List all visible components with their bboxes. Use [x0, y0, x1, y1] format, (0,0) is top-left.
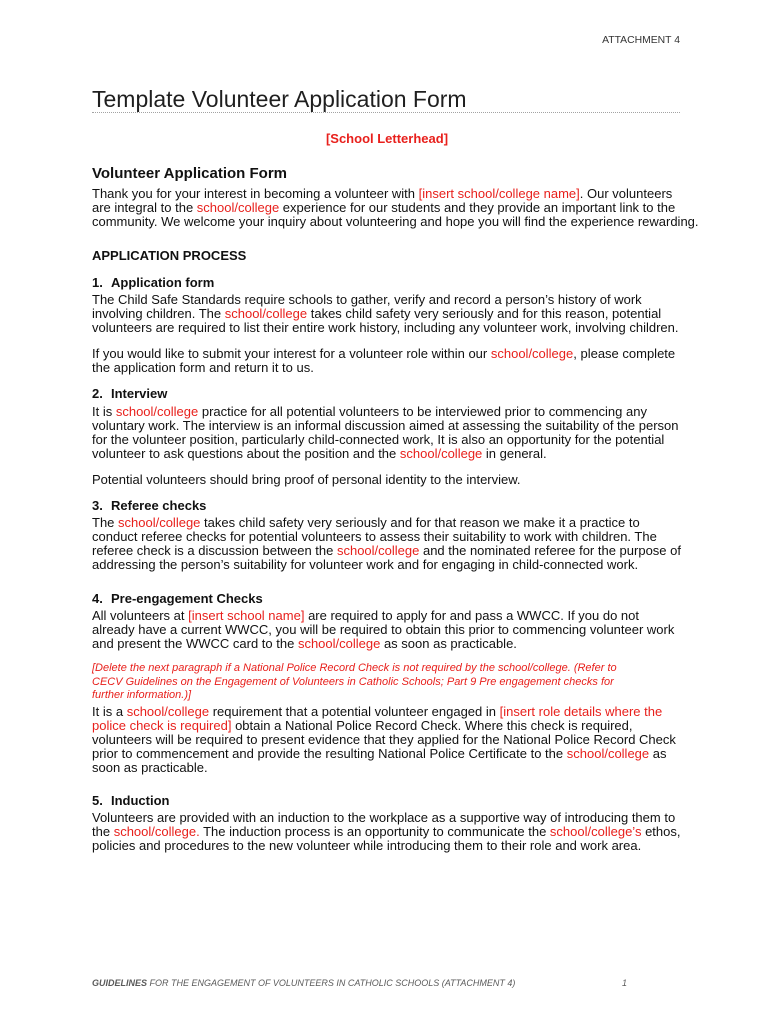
body-text: The induction process is an opportunity to communicate the [199, 824, 550, 839]
body-text: conduct referee checks for potential volunteers to assess their suitability to work with children. The [92, 529, 657, 544]
paragraph [92, 705, 676, 775]
body-text: the [92, 824, 114, 839]
body-text: soon as practicable. [92, 760, 208, 775]
page-number: 1 [622, 978, 628, 988]
section-heading-pre-engagement-checks [92, 592, 263, 606]
placeholder-text: police check is required] [92, 718, 232, 733]
body-text: Potential volunteers should bring proof of personal identity to the interview. [92, 472, 521, 487]
body-text: volunteers will be required to present evidence that they applied for the National Police Record Check [92, 732, 676, 747]
note-line: CECV Guidelines on the Engagement of Volunteers in Catholic Schools; Part 9 Pre engagement checks for [92, 675, 614, 688]
note-line: [Delete the next paragraph if a National Police Record Check is not required by the school/college. (Refer to [92, 662, 617, 674]
placeholder-text: school/college [490, 346, 574, 361]
body-text: the application form and return it to us. [92, 360, 314, 375]
process-heading: APPLICATION PROCESS [92, 248, 247, 263]
body-text: takes child safety very seriously and for this reason, potential [307, 306, 662, 321]
body-text: addressing the person’s suitability for volunteer work and for engaging in child-connected work. [92, 557, 639, 572]
body-text: referee check is a discussion between the [92, 543, 337, 558]
paragraph [92, 347, 675, 375]
text-line [92, 433, 679, 447]
footer-text: FOR THE ENGAGEMENT OF VOLUNTEERS IN CATHOLIC SCHOOLS (ATTACHMENT 4) [147, 978, 516, 988]
text-line [92, 530, 681, 544]
body-text: . Our volunteers [579, 186, 673, 201]
section-title: Interview [111, 386, 168, 401]
body-text: community. We welcome your inquiry about volunteering and hope you will find the experience rewarding. [92, 214, 699, 229]
placeholder-text: school/college [118, 515, 201, 530]
text-line [92, 544, 681, 558]
text-line [92, 321, 679, 335]
section-number: 5. [92, 793, 103, 808]
text-line [92, 419, 679, 433]
placeholder-text: [insert school name] [188, 608, 305, 623]
body-text: involving children. The [92, 306, 225, 321]
placeholder-text: school/college’s [549, 824, 642, 839]
paragraph [92, 811, 681, 853]
attachment-label: ATTACHMENT 4 [602, 35, 680, 46]
body-text: volunteer to ask questions about the position and the [92, 446, 400, 461]
section-title: Application form [111, 275, 215, 290]
body-text: Volunteers are provided with an induction to the workplace as a supportive way of introducing them to [92, 810, 676, 825]
body-text: are integral to the [92, 200, 197, 215]
page-footer [92, 978, 515, 989]
text-line [92, 747, 676, 761]
text-line [92, 361, 675, 375]
body-text: requirement that a potential volunteer engaged in [209, 704, 500, 719]
placeholder-text: school/college [224, 306, 308, 321]
placeholder-text: school/college [126, 704, 210, 719]
letterhead-placeholder: [School Letterhead] [325, 131, 449, 146]
body-text: ethos, [641, 824, 681, 839]
body-text: The [92, 515, 119, 530]
text-line [92, 201, 699, 215]
body-text: are required to apply for and pass a WWCC. If you do not [304, 608, 640, 623]
placeholder-text: [insert school/college name] [418, 186, 580, 201]
body-text: It is a [92, 704, 127, 719]
section-number: 3. [92, 498, 103, 513]
paragraph [92, 473, 521, 487]
body-text: voluntary work. The interview is an informal discussion aimed at assessing the suitability of the person [92, 418, 679, 433]
text-line [92, 761, 676, 775]
page-title: Template Volunteer Application Form [92, 86, 467, 112]
body-text: and the nominated referee for the purpose of [419, 543, 681, 558]
paragraph [92, 516, 681, 572]
body-text: It is [92, 404, 116, 419]
placeholder-text: school/college [115, 404, 199, 419]
title-divider [92, 112, 680, 113]
section-number: 4. [92, 591, 103, 606]
placeholder-text: school/college [399, 446, 483, 461]
paragraph [92, 293, 679, 335]
section-number: 2. [92, 386, 103, 401]
section-heading-referee-checks [92, 499, 206, 513]
section-heading-interview [92, 387, 167, 401]
text-line [92, 825, 681, 839]
body-text: for the volunteer position, particularly child-connected work, It is also an opportunity for the potential [92, 432, 665, 447]
text-line [92, 347, 675, 361]
body-text: policies and procedures to the new volunteer while introducing them to their role and work area. [92, 838, 642, 853]
intro-paragraph [92, 187, 699, 229]
body-text: experience for our students and they provide an important link to the [279, 200, 676, 215]
text-line [92, 307, 679, 321]
text-line [92, 405, 679, 419]
body-text: practice for all potential volunteers to be interviewed prior to commencing any [198, 404, 647, 419]
text-line [92, 215, 699, 229]
body-text: If you would like to submit your interest for a volunteer role within our [92, 346, 491, 361]
body-text: obtain a National Police Record Check. Where this check is required, [231, 718, 633, 733]
text-line [92, 609, 674, 623]
body-text: already have a current WWCC, you will be required to obtain this prior to commencing volunteer work [92, 622, 675, 637]
text-line [92, 733, 676, 747]
paragraph [92, 405, 679, 461]
placeholder-text: school/college [196, 200, 280, 215]
text-line [92, 447, 679, 461]
body-text: The Child Safe Standards require schools to gather, verify and record a person’s history of work [92, 292, 642, 307]
section-title: Induction [111, 793, 170, 808]
text-line [92, 473, 521, 487]
text-line [92, 558, 681, 572]
body-text: and present the WWCC card to the [92, 636, 298, 651]
body-text: as [649, 746, 667, 761]
text-line [92, 637, 674, 651]
text-line [92, 516, 681, 530]
placeholder-text: [insert role details where the [499, 704, 663, 719]
body-text: All volunteers at [92, 608, 189, 623]
placeholder-text: school/college [566, 746, 650, 761]
text-line [92, 293, 679, 307]
body-text: takes child safety very seriously and for that reason we make it a practice to [200, 515, 640, 530]
text-line [92, 811, 681, 825]
section-title: Referee checks [111, 498, 207, 513]
paragraph [92, 609, 674, 651]
section-title: Pre-engagement Checks [111, 591, 263, 606]
body-text: , please complete [573, 346, 676, 361]
body-text: prior to commencement and provide the resulting National Police Certificate to the [92, 746, 567, 761]
placeholder-text: school/college. [113, 824, 200, 839]
section-number: 1. [92, 275, 103, 290]
note-line: further information.)] [92, 689, 192, 701]
footer-lead: GUIDELINES [92, 978, 148, 988]
text-line [92, 839, 681, 853]
placeholder-text: school/college [336, 543, 420, 558]
text-line [92, 623, 674, 637]
text-line [92, 719, 676, 733]
body-text: Thank you for your interest in becoming a volunteer with [92, 186, 419, 201]
text-line [92, 187, 699, 201]
body-text: as soon as practicable. [380, 636, 517, 651]
editor-note [92, 662, 617, 703]
placeholder-text: school/college [297, 636, 381, 651]
text-line [92, 705, 676, 719]
body-text: in general. [482, 446, 547, 461]
section-heading-induction [92, 794, 170, 808]
section-heading-application-form [92, 276, 214, 290]
body-text: volunteers are required to list their entire work history, including any volunteer work, involving children. [92, 320, 679, 335]
form-heading: Volunteer Application Form [92, 165, 288, 182]
